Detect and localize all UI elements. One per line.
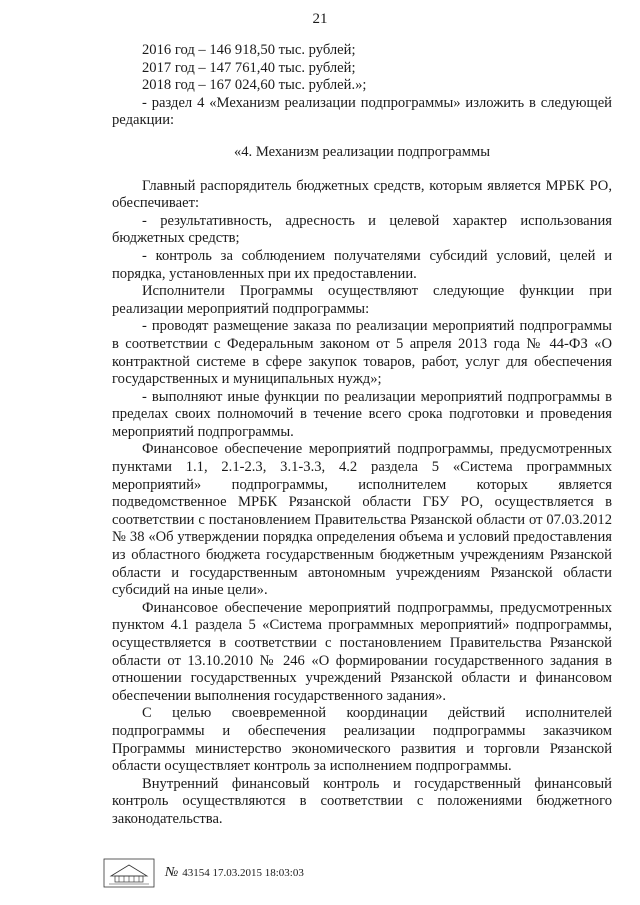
paragraph-10: Внутренний финансовый контроль и государственный финансовый контроль осуществляются в соответствии с положениями бюджетного законодательства. (112, 775, 612, 827)
paragraph-9: С целью своевременной координации действий исполнителей подпрограммы и обеспечения реализации подпрограммы заказчиком Программы министерство экономического развития и торговли Рязанской области осуществляет контроль за исполнением подпрограммы. (112, 705, 612, 775)
section-heading: «4. Механизм реализации подпрограммы (233, 143, 491, 160)
paragraph-1: Главный распорядитель бюджетных средств, которым является МРБК РО, обеспечивает: (112, 177, 612, 212)
document-body (112, 42, 612, 829)
budget-line-2017: 2017 год – 147 761,40 тыс. рублей; (142, 59, 356, 76)
doc-registration-info: 43154 17.03.2015 18:03:03 (182, 867, 304, 879)
intro-paragraph: - раздел 4 «Механизм реализации подпрограммы» изложить в следующей редакции: (112, 94, 612, 129)
paragraph-2: - результативность, адресность и целевой характер использования бюджетных средств; (112, 212, 612, 247)
building-stamp-icon (103, 858, 155, 888)
budget-line-2018: 2018 год – 167 024,60 тыс. рублей.»; (142, 77, 367, 94)
paragraph-8: Финансовое обеспечение мероприятий подпрограммы, предусмотренных пунктом 4.1 раздела 5 «Система программных мероприятий» подпрограммы, осуществляется в соответствии с постановлением Правительства Рязанской области от 13.10.2010 № 246 «О формировании государственного задания в отношении государственных учреждений Рязанской области и финансовом обеспечении выполнения государственного задания». (112, 599, 612, 704)
paragraph-5: - проводят размещение заказа по реализации мероприятий подпрограммы в соответствии с Федеральным законом от 5 апреля 2013 года № 44-ФЗ «О контрактной системе в сфере закупок товаров, работ, услуг для обеспечения государственных и муниципальных нужд»; (112, 318, 612, 388)
paragraph-3: - контроль за соблюдением получателями субсидий условий, целей и порядка, установленных при их предоставлении. (112, 247, 612, 282)
paragraph-6: - выполняют иные функции по реализации мероприятий подпрограммы в пределах своих полномочий в течение всего срока подготовки и проведения мероприятий подпрограммы. (112, 388, 612, 440)
budget-line-2016: 2016 год – 146 918,50 тыс. рублей; (142, 42, 356, 58)
page-number: 21 (312, 11, 328, 27)
document-footer (103, 858, 304, 888)
paragraph-7: Финансовое обеспечение мероприятий подпрограммы, предусмотренных пунктами 1.1, 2.1-2.3, 3.1-3.3, 4.2 раздела 5 «Система программных мероприятий» подпрограммы, исполнителем которых является подведомственное МРБК Рязанской области ГБУ РО, осуществляется в соответствии с постановлением Правительства Рязанской области от 07.03.2012 № 38 «Об утверждении порядка определения объема и условий предоставления из областного бюджета государственным бюджетным учреждениям Рязанской области и государственным автономным учреждениям Рязанской области субсидий на иные цели». (112, 441, 612, 599)
paragraph-4: Исполнители Программы осуществляют следующие функции при реализации мероприятий подпрограммы: (112, 283, 612, 317)
doc-number-mark: № (165, 865, 179, 880)
